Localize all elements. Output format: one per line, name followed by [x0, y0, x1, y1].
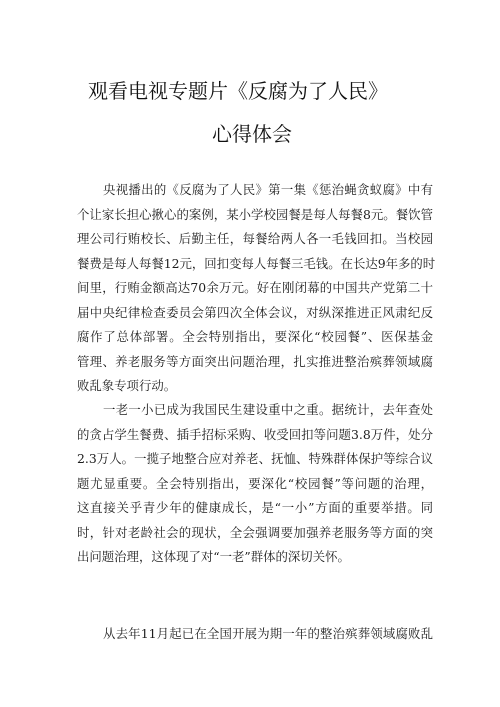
text-line: 时，针对老龄社会的现状，全会强调要加强养老服务等方面的突	[77, 524, 433, 540]
text-line: 央视播出的《反腐为了人民》第一集《惩治蝇贪蚁腐》中有	[103, 182, 433, 197]
text-line: 管理、养老服务等方面突出问题治理，扎实推进整治殡葬领域腐	[77, 353, 433, 369]
text-line: 从去年11月起已在全国开展为期一年的整治殡葬领域腐败乱	[103, 626, 433, 641]
document-title: 观看电视专题片《反腐为了人民》	[88, 79, 388, 103]
text-line: 败乱象专项行动。	[77, 378, 177, 393]
text-line: 届中央纪律检查委员会第四次全体会议，对纵深推进正风肃纪反	[77, 304, 433, 320]
text-line: 间里，行贿金额高达70余万元。好在刚闭幕的中国共产党第二十	[77, 280, 433, 295]
text-line: 个让家长担心揪心的案例，某小学校园餐是每人每餐8元。餐饮管	[77, 206, 433, 222]
text-line: 2.3万人。一揽子地整合应对养老、抚恤、特殊群体保护等综合议	[77, 451, 433, 466]
text-line: 餐费是每人每餐12元，回扣变每人每餐三毛钱。在长达9年多的时	[77, 255, 436, 271]
text-line: 理公司行贿校长、后勤主任，每餐给两人各一毛钱回扣。当校园	[77, 231, 433, 246]
paragraph-3	[77, 622, 433, 647]
document-subtitle: 心得体会	[212, 122, 292, 146]
text-line: 出问题治理，这体现了对“一老”群体的深切关怀。	[77, 549, 350, 564]
paragraph-2	[77, 398, 433, 570]
text-line: 腐作了总体部署。全会特别指出，要深化“校园餐”、医保基金	[77, 329, 433, 344]
text-line: 一老一小已成为我国民生建设重中之重。据统计，去年查处	[103, 402, 433, 417]
text-line: 的贪占学生餐费、插手招标采购、收受回扣等问题3.8万件，处分	[77, 426, 433, 442]
text-line: 这直接关乎青少年的健康成长，是“一小”方面的重要举措。同	[77, 500, 433, 515]
text-line: 题尤显重要。全会特别指出，要深化“校园餐”等问题的治理，	[77, 475, 433, 491]
paragraph-1	[77, 178, 436, 399]
